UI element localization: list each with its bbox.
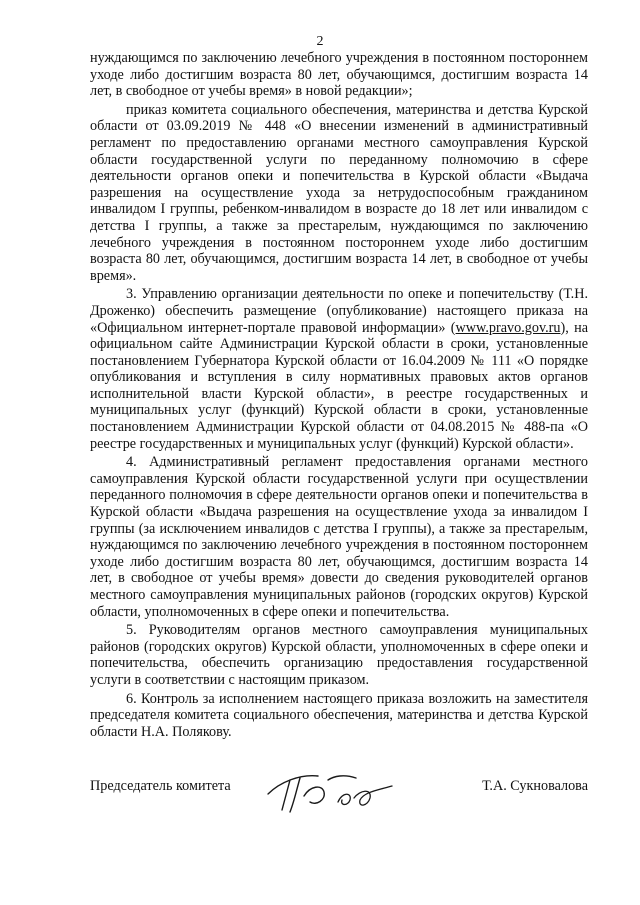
paragraph-item-4: 4. Административный регламент предоставления органами местного самоуправления Курской области государственной услуги при осуществлении переданного полномочия в сфере деятельности органов опеки и попечительства в Курской области «Выдача разрешения на осуществление ухода за инвалидом I группы (за исключением инвалидов с детства I группы), а также за престарелым, нуждающимся по заключению лечебного учреждения в постоянном постороннем уходе либо достигшим возраста 80 лет, обучающимся, достигшим возраста 14 лет, в свободное от учебы время» довести до сведения руководителей органов местного самоуправления муниципальных районов (городских округов) Курской области, уполномоченных в сфере опеки и попечительства. xyxy=(90,454,588,620)
page-number: 2 xyxy=(316,34,324,49)
paragraph-continuation: нуждающимся по заключению лечебного учреждения в постоянном постороннем уходе либо достигшим возраста 80 лет, обучающимся, достигшим возраста 14 лет, в свободное от учебы время» в новой редакции»; xyxy=(90,50,588,100)
paragraph-item-3: 3. Управлению организации деятельности по опеке и попечительству (Т.Н. Дроженко) обеспечить размещение (опубликование) настоящего приказа на «Официальном интернет-портале правовой информации» (www.pravo.gov.ru), на официальном сайте Администрации Курской области в сроки, установленные постановлением Губернатора Курской области от 16.04.2009 № 111 «О порядке опубликования и вступления в силу нормативных правовых актов органов исполнительной власти Курской области», в реестре государственных и муниципальных услуг (функций) Курской области в сроки, установленные постановлением Администрации Курской области от 04.08.2015 № 488-па «О реестре государственных и муниципальных услуг (функций) Курской области». xyxy=(90,286,588,452)
document-body xyxy=(90,50,588,740)
pravo-gov-link[interactable]: www.pravo.gov.ru xyxy=(455,319,561,336)
signature-block xyxy=(90,770,588,830)
signatory-title: Председатель комитета xyxy=(90,778,231,794)
paragraph-order-448: приказ комитета социального обеспечения, материнства и детства Курской области от 03.09.2019 № 448 «О внесении изменений в административный регламент по предоставлению органами местного самоуправления Курской области государственной услуги по переданному полномочию в сфере деятельности органов опеки и попечительства в Курской области «Выдача разрешения на осуществление ухода за нетрудоспособным гражданином инвалидом I группы, ребенком-инвалидом в возрасте до 18 лет или инвалидом с детства I группы, а также за престарелым, нуждающимся по заключению лечебного учреждения в постоянном постороннем уходе либо достигшим возраста 80 лет, обучающимся, достигшим возраста 14 лет, в свободное от учебы время». xyxy=(90,101,588,284)
handwritten-signature xyxy=(260,762,410,822)
paragraph-item-5: 5. Руководителям органов местного самоуправления муниципальных районов (городских округов) Курской области, уполномоченных в сфере опеки и попечительства, обеспечить организацию предоставления государственной услуги в соответствии с настоящим приказом. xyxy=(90,622,588,688)
signatory-name: Т.А. Сукновалова xyxy=(482,778,588,794)
paragraph-item-6: 6. Контроль за исполнением настоящего приказа возложить на заместителя председателя комитета социального обеспечения, материнства и детства Курской области Н.А. Полякову. xyxy=(90,690,588,740)
